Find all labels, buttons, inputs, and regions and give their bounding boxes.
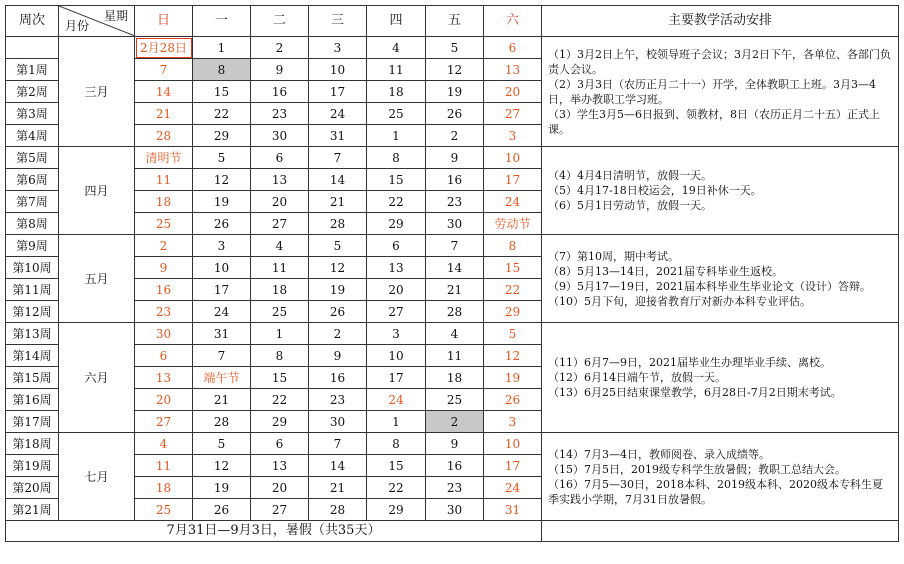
- day-cell: 12: [426, 59, 484, 81]
- day-cell: 19: [426, 81, 484, 103]
- day-cell: 27: [367, 301, 426, 323]
- day-cell: 12: [484, 345, 542, 367]
- weekday-label: 星期: [103, 9, 128, 23]
- week-number: 第15周: [6, 367, 59, 389]
- day-cell: 8: [367, 433, 426, 455]
- day-cell: 23: [309, 389, 367, 411]
- day-cell: 16: [135, 279, 193, 301]
- day-cell: 8: [193, 59, 251, 81]
- day-cell: 13: [135, 367, 193, 389]
- day-cell: 6: [251, 147, 309, 169]
- day-header-tue: 二: [251, 6, 309, 37]
- day-cell: 6: [367, 235, 426, 257]
- week-number: 第14周: [6, 345, 59, 367]
- day-cell: 12: [193, 169, 251, 191]
- day-cell: 18: [251, 279, 309, 301]
- activity-note-line: （10）5月下旬，迎接省教育厅对新办本科专业评估。: [548, 294, 811, 308]
- footer-blank: [542, 521, 899, 542]
- month-label: 月份: [65, 19, 90, 33]
- day-cell: 25: [135, 213, 193, 235]
- day-cell: 17: [309, 81, 367, 103]
- activity-note-line: （6）5月1日劳动节，放假一天。: [548, 199, 712, 212]
- day-cell: 10: [484, 433, 542, 455]
- day-cell: 2: [251, 37, 309, 59]
- notes-header: 主要教学活动安排: [542, 6, 899, 37]
- day-cell: 22: [193, 103, 251, 125]
- day-cell: 27: [251, 499, 309, 521]
- week-row: [6, 235, 899, 257]
- day-cell: 5: [193, 147, 251, 169]
- day-cell: 21: [135, 103, 193, 125]
- week-number: 第16周: [6, 389, 59, 411]
- day-cell: 8: [484, 235, 542, 257]
- day-cell: 17: [484, 169, 542, 191]
- day-cell: 13: [251, 455, 309, 477]
- activity-note-line: （8）5月13—14日，2021届专科毕业生返校。: [548, 264, 783, 278]
- day-cell: 14: [309, 169, 367, 191]
- activity-note-line: （2）3月3日（农历正月二十一）开学，全体教职工上班。3月3—4日，举办教职工学习班。: [548, 77, 876, 106]
- day-cell: 5: [193, 433, 251, 455]
- week-number: 第1周: [6, 59, 59, 81]
- month-cell: 三月: [59, 37, 135, 147]
- day-cell: 21: [309, 477, 367, 499]
- day-cell: 13: [251, 169, 309, 191]
- day-cell: 13: [484, 59, 542, 81]
- day-cell: 7: [309, 147, 367, 169]
- day-header-mon: 一: [193, 6, 251, 37]
- day-cell: 28: [309, 499, 367, 521]
- day-cell: 26: [484, 389, 542, 411]
- day-cell: 30: [426, 499, 484, 521]
- day-cell: 14: [309, 455, 367, 477]
- week-number: 第9周: [6, 235, 59, 257]
- day-cell: 6: [484, 37, 542, 59]
- day-cell: 25: [367, 103, 426, 125]
- week-number: 第10周: [6, 257, 59, 279]
- day-cell: 23: [135, 301, 193, 323]
- day-cell: 26: [309, 301, 367, 323]
- day-cell: 22: [484, 279, 542, 301]
- day-cell: 20: [251, 477, 309, 499]
- day-cell: 20: [251, 191, 309, 213]
- day-cell: 26: [426, 103, 484, 125]
- day-cell: 15: [367, 455, 426, 477]
- day-cell: 11: [251, 257, 309, 279]
- day-cell: 15: [193, 81, 251, 103]
- day-cell: 29: [251, 411, 309, 433]
- week-row: [6, 433, 899, 455]
- day-cell: 24: [484, 477, 542, 499]
- day-cell: 25: [135, 499, 193, 521]
- day-cell: 劳动节: [484, 213, 542, 235]
- activity-note-line: （3）学生3月5—6日报到、领教材，8日（农历正月二十五）正式上课。: [548, 107, 880, 136]
- day-cell: 28: [193, 411, 251, 433]
- day-cell: 3: [484, 125, 542, 147]
- day-cell: 28: [135, 125, 193, 147]
- day-cell: 3: [367, 323, 426, 345]
- day-cell: 18: [135, 477, 193, 499]
- day-cell: 24: [193, 301, 251, 323]
- day-cell: 6: [135, 345, 193, 367]
- month-cell: 四月: [59, 147, 135, 235]
- day-cell: 7: [426, 235, 484, 257]
- activity-note-line: （11）6月7—9日，2021届毕业生办理毕业手续、离校。: [548, 356, 831, 369]
- day-cell: 10: [193, 257, 251, 279]
- week-number: 第6周: [6, 169, 59, 191]
- day-cell: 9: [426, 433, 484, 455]
- day-cell: 2: [426, 411, 484, 433]
- week-number: [6, 37, 59, 59]
- day-cell: 2: [135, 235, 193, 257]
- day-cell: 3: [193, 235, 251, 257]
- week-number: 第21周: [6, 499, 59, 521]
- day-cell: 8: [367, 147, 426, 169]
- day-cell: 24: [367, 389, 426, 411]
- month-cell: 七月: [59, 433, 135, 521]
- activity-note-line: （5）4月17-18日校运会，19日补休一天。: [548, 184, 762, 197]
- day-cell: 1: [367, 125, 426, 147]
- day-cell: 3: [309, 37, 367, 59]
- activity-note-line: （16）7月5—30日，2018本科、2019级本科、2020级本专科生夏季实践小学期，7月31日放暑假。: [548, 477, 883, 506]
- day-cell: 30: [426, 213, 484, 235]
- day-cell: 12: [193, 455, 251, 477]
- day-cell: 2月28日: [135, 37, 193, 59]
- day-cell: 15: [251, 367, 309, 389]
- day-cell: 16: [426, 455, 484, 477]
- summer-break-note: 7月31日—9月3日，暑假（共35天）: [6, 521, 542, 542]
- activity-note-line: （12）6月14日端午节，放假一天。: [548, 371, 726, 384]
- day-header-sun: 日: [135, 6, 193, 37]
- week-number: 第5周: [6, 147, 59, 169]
- day-cell: 1: [367, 411, 426, 433]
- day-cell: 1: [193, 37, 251, 59]
- day-cell: 11: [367, 59, 426, 81]
- day-cell: 20: [135, 389, 193, 411]
- day-cell: 30: [251, 125, 309, 147]
- day-cell: 30: [135, 323, 193, 345]
- day-cell: 11: [135, 455, 193, 477]
- week-number: 第17周: [6, 411, 59, 433]
- day-cell: 2: [309, 323, 367, 345]
- day-cell: 21: [193, 389, 251, 411]
- day-cell: 9: [426, 147, 484, 169]
- activity-notes: [542, 323, 899, 433]
- week-row: [6, 323, 899, 345]
- week-number: 第3周: [6, 103, 59, 125]
- week-number: 第18周: [6, 433, 59, 455]
- day-cell: 9: [309, 345, 367, 367]
- day-cell: 17: [367, 367, 426, 389]
- day-cell: 13: [367, 257, 426, 279]
- day-cell: 22: [251, 389, 309, 411]
- day-cell: 10: [309, 59, 367, 81]
- day-cell: 19: [484, 367, 542, 389]
- day-cell: 端午节: [193, 367, 251, 389]
- day-cell: 29: [484, 301, 542, 323]
- activity-note-line: （1）3月2日上午，校领导班子会议；3月2日下午，各单位、各部门负责人会议。: [548, 47, 891, 76]
- day-cell: 23: [251, 103, 309, 125]
- day-cell: 23: [426, 477, 484, 499]
- month-cell: 五月: [59, 235, 135, 323]
- day-cell: 23: [426, 191, 484, 213]
- day-cell: 6: [251, 433, 309, 455]
- activity-note-line: （9）5月17—19日，2021届本科毕业生毕业论文（设计）答辩。: [548, 279, 871, 293]
- activity-notes: [542, 235, 899, 323]
- day-cell: 22: [367, 477, 426, 499]
- day-cell: 18: [426, 367, 484, 389]
- day-cell: 9: [251, 59, 309, 81]
- day-cell: 24: [484, 191, 542, 213]
- day-cell: 10: [484, 147, 542, 169]
- day-cell: 4: [426, 323, 484, 345]
- week-row: [6, 147, 899, 169]
- day-cell: 14: [135, 81, 193, 103]
- day-cell: 28: [309, 213, 367, 235]
- day-cell: 2: [426, 125, 484, 147]
- week-number: 第19周: [6, 455, 59, 477]
- day-cell: 20: [484, 81, 542, 103]
- day-cell: 31: [484, 499, 542, 521]
- day-cell: 7: [135, 59, 193, 81]
- day-cell: 29: [367, 499, 426, 521]
- week-column-header: 周次: [6, 6, 59, 37]
- footer-row: [6, 521, 899, 542]
- activity-note-line: （13）6月25日结束课堂教学，6月28日-7月2日期末考试。: [548, 386, 842, 399]
- day-cell: 29: [367, 213, 426, 235]
- day-cell: 27: [135, 411, 193, 433]
- week-number: 第2周: [6, 81, 59, 103]
- day-cell: 25: [426, 389, 484, 411]
- week-number: 第8周: [6, 213, 59, 235]
- activity-notes: [542, 433, 899, 521]
- day-cell: 24: [309, 103, 367, 125]
- header-row: [6, 6, 899, 37]
- day-cell: 16: [309, 367, 367, 389]
- day-cell: 25: [251, 301, 309, 323]
- day-cell: 29: [193, 125, 251, 147]
- day-cell: 21: [426, 279, 484, 301]
- week-row: [6, 37, 899, 59]
- day-cell: 1: [251, 323, 309, 345]
- day-cell: 7: [193, 345, 251, 367]
- day-cell: 21: [309, 191, 367, 213]
- day-cell: 17: [484, 455, 542, 477]
- week-number: 第12周: [6, 301, 59, 323]
- activity-note-line: （4）4月4日清明节，放假一天。: [548, 169, 712, 182]
- day-header-thu: 四: [367, 6, 426, 37]
- day-cell: 19: [309, 279, 367, 301]
- week-number: 第4周: [6, 125, 59, 147]
- week-number: 第13周: [6, 323, 59, 345]
- activity-note-line: （14）7月3—4日，教师阅卷、录入成绩等。: [548, 447, 770, 461]
- day-cell: 18: [135, 191, 193, 213]
- day-cell: 4: [367, 37, 426, 59]
- activity-notes: [542, 37, 899, 147]
- week-number: 第20周: [6, 477, 59, 499]
- day-cell: 16: [251, 81, 309, 103]
- day-cell: 19: [193, 191, 251, 213]
- school-calendar-table: [5, 5, 899, 542]
- day-cell: 7: [309, 433, 367, 455]
- day-cell: 27: [251, 213, 309, 235]
- day-cell: 31: [193, 323, 251, 345]
- day-cell: 清明节: [135, 147, 193, 169]
- day-cell: 4: [135, 433, 193, 455]
- week-number: 第11周: [6, 279, 59, 301]
- day-cell: 5: [426, 37, 484, 59]
- day-cell: 22: [367, 191, 426, 213]
- week-number: 第7周: [6, 191, 59, 213]
- day-cell: 9: [135, 257, 193, 279]
- day-cell: 26: [193, 499, 251, 521]
- activity-notes: [542, 147, 899, 235]
- day-cell: 26: [193, 213, 251, 235]
- day-cell: 15: [367, 169, 426, 191]
- day-cell: 31: [309, 125, 367, 147]
- activity-note-line: （7）第10周，期中考试。: [548, 249, 679, 263]
- day-cell: 17: [193, 279, 251, 301]
- day-cell: 5: [484, 323, 542, 345]
- day-header-sat: 六: [484, 6, 542, 37]
- day-cell: 20: [367, 279, 426, 301]
- day-cell: 27: [484, 103, 542, 125]
- activity-note-line: （15）7月5日，2019级专科学生放暑假；教职工总结大会。: [548, 462, 846, 476]
- day-cell: 11: [426, 345, 484, 367]
- diagonal-header: [59, 6, 135, 37]
- day-cell: 28: [426, 301, 484, 323]
- day-cell: 19: [193, 477, 251, 499]
- day-cell: 4: [251, 235, 309, 257]
- month-cell: 六月: [59, 323, 135, 433]
- day-cell: 16: [426, 169, 484, 191]
- day-cell: 11: [135, 169, 193, 191]
- day-cell: 12: [309, 257, 367, 279]
- day-cell: 18: [367, 81, 426, 103]
- day-cell: 15: [484, 257, 542, 279]
- day-cell: 10: [367, 345, 426, 367]
- calendar-body: [6, 37, 899, 521]
- day-cell: 30: [309, 411, 367, 433]
- day-cell: 5: [309, 235, 367, 257]
- day-cell: 8: [251, 345, 309, 367]
- day-header-fri: 五: [426, 6, 484, 37]
- day-cell: 14: [426, 257, 484, 279]
- day-header-wed: 三: [309, 6, 367, 37]
- day-cell: 3: [484, 411, 542, 433]
